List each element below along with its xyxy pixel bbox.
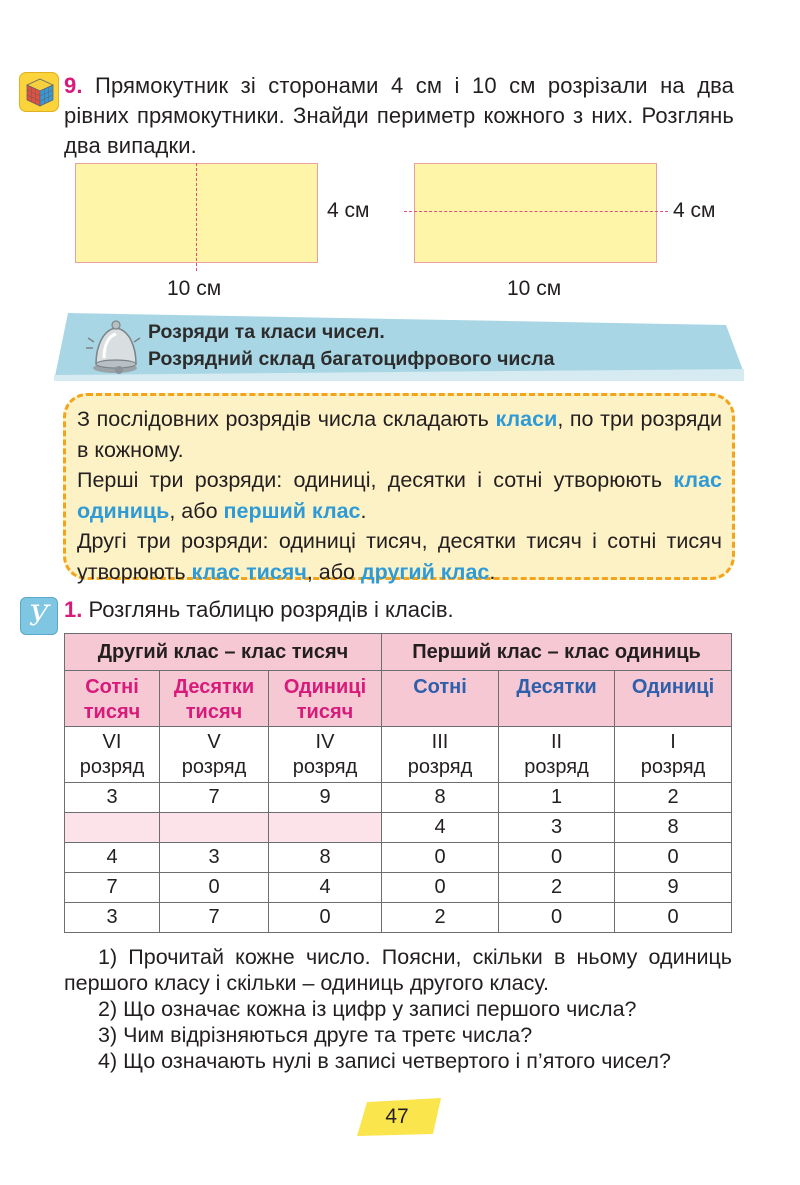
digit-cell: 3 — [65, 903, 160, 933]
digit-cell: 0 — [615, 843, 732, 873]
topic-title-line1: Розряди та класи чисел. — [148, 321, 385, 343]
rule-text-span: Другі три розряди: одиниці тисяч, десятки тисяч і сотні тисяч утворюють — [77, 529, 722, 584]
rank-header-line2: тисяч — [185, 701, 243, 723]
digit-cell: 9 — [615, 873, 732, 903]
table-row — [65, 873, 732, 903]
rank-header-line1: Одиниці — [283, 676, 367, 698]
class-header-row — [65, 634, 732, 671]
digit-cell: 3 — [160, 843, 269, 873]
question-3: 3) Чим відрізняються друге та третє числа? — [98, 1023, 533, 1047]
digit-cell: 8 — [615, 813, 732, 843]
exercise-1-number: 1. — [64, 597, 83, 622]
left-cut-line — [196, 163, 197, 271]
rank-header — [615, 671, 732, 727]
exercise-9-body: Прямокутник зі сторонами 4 см і 10 см розрізали на два рівних прямокутники. Знайди периметр кожного з них. Розглянь два випадки. — [64, 73, 735, 158]
term-class-thousands: клас тисяч — [191, 559, 307, 584]
rank-word: розряд — [79, 756, 145, 778]
exercise-1-body: Розглянь таблицю розрядів і класів. — [88, 597, 454, 622]
rule-text-span: З послідовних розрядів числа складають — [77, 407, 496, 431]
right-cut-line — [404, 211, 668, 212]
rank-roman: I — [670, 731, 676, 753]
digit-cell: 4 — [65, 843, 160, 873]
bell-icon — [82, 318, 144, 376]
digit-cell: 7 — [160, 783, 269, 813]
question-1: 1) Прочитай кожне число. Поясни, скільки в ньому одиниць першого класу і скільки – одиниць другого класу. — [64, 945, 732, 995]
rule-text-span: , або — [169, 498, 224, 523]
ranks-table — [64, 633, 732, 933]
digit-cell: 0 — [160, 873, 269, 903]
digit-cell-empty — [269, 813, 382, 843]
rank-roman: II — [550, 731, 563, 753]
question-2: 2) Що означає кожна із цифр у записі першого числа? — [98, 997, 637, 1021]
rule-paragraph-1 — [77, 404, 722, 465]
term-class-units: клас одиниць — [77, 468, 722, 523]
rank-header — [269, 671, 382, 727]
table-row — [65, 813, 732, 843]
rank-header-row — [65, 671, 732, 727]
digit-cell: 2 — [382, 903, 499, 933]
left-width-label: 10 см — [167, 277, 222, 300]
topic-title-line2: Розрядний склад багатоцифрового числа — [148, 348, 555, 370]
digit-cell: 1 — [499, 783, 615, 813]
rule-text-span: , по три розряди в кожному. — [77, 407, 722, 462]
rank-header-line1: Сотні — [85, 676, 139, 698]
rank-number-cell — [615, 727, 732, 783]
digit-cell: 0 — [499, 903, 615, 933]
left-height-label: 4 см — [327, 199, 370, 222]
rank-number-cell — [382, 727, 499, 783]
exercise-1-text — [64, 595, 454, 625]
digit-cell: 0 — [615, 903, 732, 933]
rank-roman: III — [431, 731, 449, 753]
rank-header-line2: тисяч — [83, 701, 141, 723]
table-row — [65, 783, 732, 813]
rank-roman: V — [207, 731, 221, 753]
oral-task-icon: У — [20, 597, 58, 635]
digit-cell: 3 — [65, 783, 160, 813]
rank-word: розряд — [524, 756, 589, 778]
digit-cell: 0 — [382, 843, 499, 873]
term-second-class: другий клас — [360, 559, 490, 584]
digit-cell: 9 — [269, 783, 382, 813]
rank-header-line1: Десятки — [173, 676, 255, 698]
right-height-label: 4 см — [673, 199, 716, 222]
rank-number-cell — [160, 727, 269, 783]
digit-cell: 2 — [615, 783, 732, 813]
rule-text-span: , або — [306, 559, 361, 584]
rank-header — [65, 671, 160, 727]
rule-text — [77, 404, 722, 587]
table-row — [65, 843, 732, 873]
class-header-units: Перший клас – клас одиниць — [382, 634, 732, 671]
rank-word: розряд — [181, 756, 247, 778]
rank-roman: VI — [102, 731, 122, 753]
digit-cell: 4 — [269, 873, 382, 903]
digit-cell-empty — [160, 813, 269, 843]
rule-text-span: . — [489, 559, 496, 584]
digit-cell: 7 — [65, 873, 160, 903]
topic-title — [148, 319, 554, 373]
digit-cell: 4 — [382, 813, 499, 843]
rule-text-span: Перші три розряди: одиниці, десятки і сотні утворюють — [77, 468, 674, 492]
rule-paragraph-2 — [77, 465, 722, 526]
exercise-9-number: 9. — [64, 73, 83, 98]
rule-text-span: . — [360, 498, 367, 523]
right-rectangle — [414, 163, 657, 263]
digit-cell: 0 — [269, 903, 382, 933]
rank-header-line2: тисяч — [296, 701, 354, 723]
roman-row — [65, 727, 732, 783]
rank-header — [499, 671, 615, 727]
questions-list — [64, 944, 732, 1074]
rank-word: розряд — [640, 756, 706, 778]
exercise-9-text — [64, 71, 734, 161]
rank-header — [382, 671, 499, 727]
class-header-thousands: Другий клас – клас тисяч — [65, 634, 382, 671]
rank-header — [160, 671, 269, 727]
digit-cell: 7 — [160, 903, 269, 933]
digit-cell: 3 — [499, 813, 615, 843]
right-width-label: 10 см — [507, 277, 562, 300]
question-4: 4) Що означають нулі в записі четвертого і п’ятого чисел? — [98, 1049, 671, 1073]
rank-header-line1: Сотні — [413, 676, 467, 698]
table-row — [65, 903, 732, 933]
digit-cell: 0 — [382, 873, 499, 903]
digit-cell: 8 — [269, 843, 382, 873]
digit-cell: 0 — [499, 843, 615, 873]
page-number: 47 — [385, 1105, 409, 1128]
rank-header-line1: Десятки — [516, 676, 597, 698]
rank-header-line1: Одиниці — [631, 676, 715, 698]
term-first-class: перший клас — [223, 498, 361, 523]
rank-word: розряд — [407, 756, 473, 778]
rank-word: розряд — [292, 756, 358, 778]
digit-cell-empty — [65, 813, 160, 843]
rank-number-cell — [65, 727, 160, 783]
term-classes: класи — [495, 407, 558, 431]
rank-number-cell — [269, 727, 382, 783]
rank-roman: IV — [315, 731, 335, 753]
rank-number-cell — [499, 727, 615, 783]
rule-paragraph-3 — [77, 526, 722, 587]
rubiks-cube-icon — [19, 72, 59, 112]
digit-cell: 2 — [499, 873, 615, 903]
digit-cell: 8 — [382, 783, 499, 813]
